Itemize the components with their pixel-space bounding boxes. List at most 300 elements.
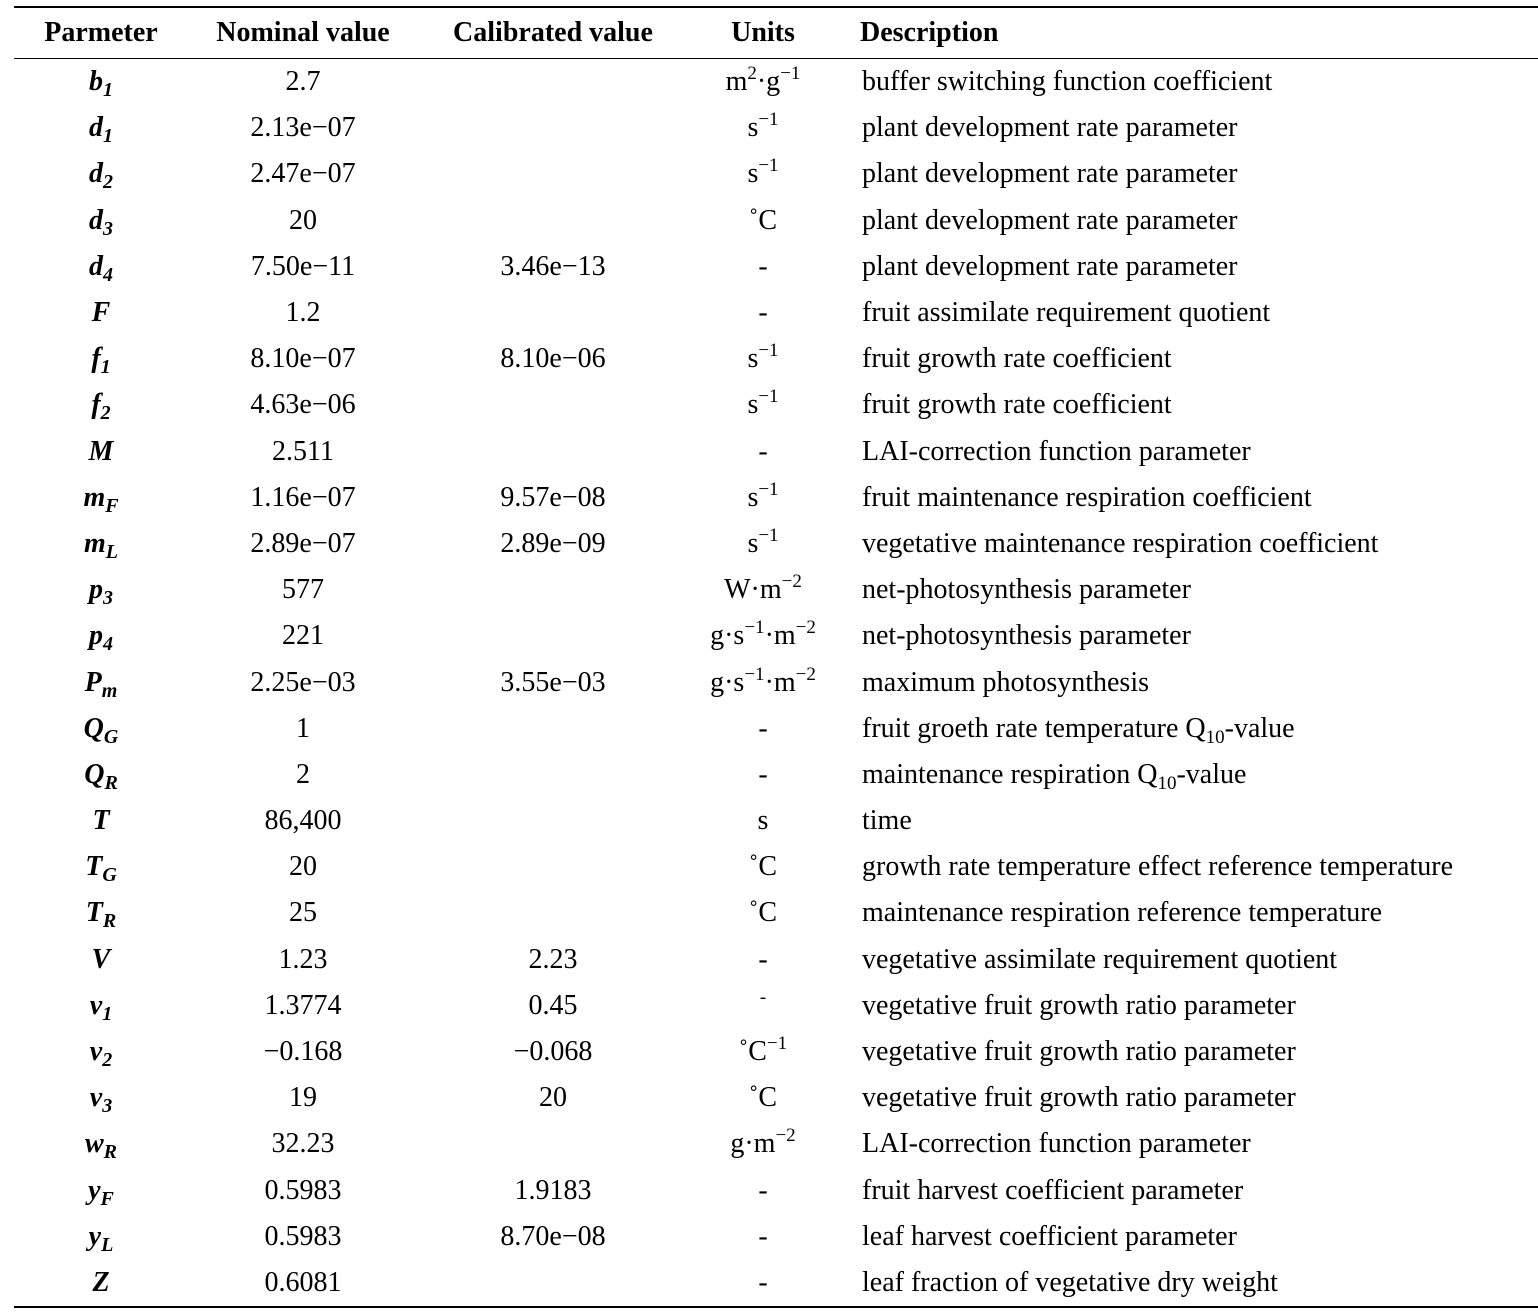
cell-calibrated-value: 0.45 (528, 989, 578, 1021)
cell-calibrated-value: 3.46e−13 (500, 250, 606, 282)
cell-calibrated-value: 8.10e−06 (500, 343, 606, 375)
cell-units (688, 475, 838, 521)
cell-units (688, 59, 838, 106)
parameter-table (14, 6, 1538, 1308)
parameter-symbol (89, 436, 114, 467)
parameter-symbol-subscript: F (100, 1187, 114, 1210)
parameter-symbol-subscript: 2 (103, 171, 113, 194)
table-row (14, 475, 1538, 521)
unit-text: s (747, 527, 759, 559)
parameter-symbol-letter: f (91, 343, 101, 375)
cell-nominal-value: 1.2 (285, 297, 321, 329)
table-row (14, 983, 1538, 1029)
header-units: Units (688, 7, 838, 59)
cell-description (838, 429, 1538, 475)
parameter-symbol (84, 758, 118, 794)
description-text: net-photosynthesis parameter (862, 620, 1191, 652)
unit-text: ·g (756, 66, 781, 98)
cell-calibrated-value (418, 59, 688, 106)
description-text: maintenance respiration reference temperature (862, 897, 1383, 929)
cell-units (688, 1168, 838, 1214)
table-row (14, 59, 1538, 106)
parameter-symbol (89, 66, 113, 102)
parameter-symbol-letter: Q (84, 758, 105, 790)
parameter-symbol (85, 851, 117, 887)
unit-exponent: −1 (780, 63, 801, 85)
cell-parameter (14, 1121, 188, 1167)
table-row (14, 1121, 1538, 1167)
cell-units (688, 1260, 838, 1307)
cell-calibrated-value (418, 613, 688, 659)
parameter-symbol-subscript: 3 (102, 1095, 113, 1118)
table-body (14, 59, 1538, 1308)
cell-parameter (14, 1075, 188, 1121)
parameter-symbol-subscript: L (105, 540, 118, 563)
parameter-symbol (92, 944, 111, 975)
cell-calibrated-value: 2.89e−09 (500, 527, 606, 559)
cell-nominal-value: 221 (282, 620, 324, 652)
description-text: fruit maintenance respiration coefficient (862, 481, 1312, 513)
unit-text: s (747, 112, 759, 144)
description-text: fruit growth rate coefficient (862, 343, 1172, 375)
cell-parameter (14, 151, 188, 197)
parameter-symbol-subscript: 4 (103, 633, 113, 656)
cell-nominal-value: −0.168 (263, 1036, 343, 1068)
cell-description (838, 59, 1538, 106)
cell-parameter (14, 798, 188, 844)
table-row (14, 198, 1538, 244)
description-text: vegetative fruit growth ratio parameter (862, 989, 1296, 1021)
cell-calibrated-value (418, 1121, 688, 1167)
description-text: vegetative assimilate requirement quotient (862, 943, 1338, 975)
parameter-symbol (83, 481, 119, 517)
parameter-symbol-letter: f (91, 389, 101, 421)
cell-parameter (14, 1029, 188, 1075)
description-text: -value (1176, 758, 1247, 790)
table-row (14, 890, 1538, 936)
parameter-symbol (89, 158, 113, 194)
cell-parameter (14, 429, 188, 475)
cell-units (688, 983, 838, 1029)
cell-units (688, 567, 838, 613)
cell-description (838, 844, 1538, 890)
unit-text: ˚C (749, 1082, 777, 1114)
cell-parameter (14, 613, 188, 659)
unit-text: - (758, 297, 768, 329)
table-row (14, 1168, 1538, 1214)
description-text: LAI-correction function parameter (862, 1128, 1251, 1160)
parameter-symbol-subscript: L (101, 1233, 114, 1256)
cell-nominal-value: 19 (289, 1082, 317, 1114)
cell-units (688, 521, 838, 567)
cell-units (688, 844, 838, 890)
cell-description (838, 1260, 1538, 1307)
cell-nominal-value: 1 (296, 712, 310, 744)
unit-exponent: −1 (758, 386, 779, 408)
cell-parameter (14, 105, 188, 151)
cell-calibrated-value (418, 105, 688, 151)
table-row (14, 798, 1538, 844)
table-row (14, 1214, 1538, 1260)
cell-description (838, 336, 1538, 382)
table-row (14, 290, 1538, 336)
cell-calibrated-value (418, 429, 688, 475)
table-row (14, 105, 1538, 151)
cell-parameter (14, 1168, 188, 1214)
unit-text: s (747, 389, 759, 421)
unit-exponent: −2 (781, 571, 802, 593)
parameter-symbol-letter: m (84, 527, 106, 559)
cell-units (688, 1029, 838, 1075)
unit-text: g·s (710, 620, 745, 652)
parameter-symbol (83, 712, 119, 748)
parameter-symbol-letter: T (92, 805, 110, 837)
parameter-symbol (84, 527, 118, 563)
cell-calibrated-value: 2.23 (528, 943, 578, 975)
cell-nominal-value: 1.3774 (264, 989, 342, 1021)
unit-text: s (747, 343, 759, 375)
parameter-symbol-letter: P (84, 666, 102, 698)
parameter-symbol-subscript: 2 (100, 402, 111, 425)
cell-calibrated-value (418, 290, 688, 336)
cell-parameter (14, 475, 188, 521)
cell-units (688, 1075, 838, 1121)
description-text: plant development rate parameter (862, 250, 1238, 282)
description-text: vegetative fruit growth ratio parameter (862, 1082, 1296, 1114)
cell-nominal-value: 1.23 (278, 943, 328, 975)
cell-units (688, 336, 838, 382)
table-row (14, 336, 1538, 382)
unit-text: - (758, 250, 768, 282)
cell-parameter (14, 382, 188, 428)
cell-parameter (14, 844, 188, 890)
description-text: fruit groeth rate temperature Q (862, 712, 1206, 744)
parameter-symbol (89, 204, 113, 240)
parameter-symbol (85, 897, 117, 933)
cell-description (838, 244, 1538, 290)
header-nominal-value: Nominal value (188, 7, 418, 59)
cell-units (688, 382, 838, 428)
cell-calibrated-value (418, 706, 688, 752)
cell-description (838, 105, 1538, 151)
parameter-symbol-subscript: R (103, 1141, 118, 1164)
parameter-symbol (89, 250, 113, 286)
parameter-symbol-letter: y (88, 1220, 102, 1252)
unit-text: s (757, 805, 769, 837)
cell-description (838, 937, 1538, 983)
cell-nominal-value: 25 (289, 897, 317, 929)
cell-units (688, 429, 838, 475)
cell-description (838, 798, 1538, 844)
unit-exponent: −1 (758, 524, 779, 546)
unit-text: ˚C (749, 897, 777, 929)
cell-units (688, 1121, 838, 1167)
parameter-symbol-letter: d (89, 204, 103, 236)
cell-nominal-value: 2.89e−07 (250, 527, 356, 559)
cell-description (838, 382, 1538, 428)
cell-calibrated-value (418, 382, 688, 428)
unit-exponent: −1 (758, 340, 779, 362)
table-row (14, 706, 1538, 752)
description-text: LAI-correction function parameter (862, 435, 1251, 467)
parameter-symbol-letter: T (85, 897, 103, 929)
cell-description (838, 983, 1538, 1029)
description-text: plant development rate parameter (862, 112, 1238, 144)
cell-units (688, 244, 838, 290)
table-row (14, 1260, 1538, 1307)
header-parameter: Parmeter (14, 7, 188, 59)
unit-text: - (758, 943, 768, 975)
cell-parameter (14, 567, 188, 613)
description-text: plant development rate parameter (862, 158, 1238, 190)
cell-nominal-value: 2.511 (272, 435, 334, 467)
unit-text: s (747, 158, 759, 190)
parameter-symbol (84, 1128, 118, 1164)
unit-text: - (758, 758, 768, 790)
table-row (14, 1029, 1538, 1075)
parameter-symbol-subscript: R (102, 910, 117, 933)
parameter-symbol (92, 297, 111, 328)
parameter-symbol (89, 989, 113, 1025)
cell-calibrated-value (418, 752, 688, 798)
cell-calibrated-value: 20 (539, 1082, 567, 1114)
cell-description (838, 706, 1538, 752)
cell-nominal-value: 2.47e−07 (250, 158, 356, 190)
table-row (14, 382, 1538, 428)
cell-calibrated-value (418, 798, 688, 844)
cell-nominal-value: 7.50e−11 (250, 250, 356, 282)
parameter-symbol-subscript: G (103, 725, 119, 748)
cell-parameter (14, 1214, 188, 1260)
unit-exponent: −1 (744, 663, 765, 685)
cell-description (838, 1121, 1538, 1167)
table-row (14, 244, 1538, 290)
cell-nominal-value: 2 (296, 758, 310, 790)
cell-nominal-value: 20 (289, 204, 317, 236)
table-row (14, 1075, 1538, 1121)
cell-description (838, 290, 1538, 336)
cell-nominal-value: 0.5983 (264, 1174, 342, 1206)
description-text: fruit growth rate coefficient (862, 389, 1172, 421)
cell-calibrated-value (418, 844, 688, 890)
cell-nominal-value: 4.63e−06 (250, 389, 356, 421)
unit-exponent: - (759, 986, 767, 1008)
parameter-symbol (91, 343, 111, 379)
cell-calibrated-value (418, 1260, 688, 1307)
cell-parameter (14, 244, 188, 290)
cell-parameter (14, 937, 188, 983)
cell-calibrated-value: 9.57e−08 (500, 481, 606, 513)
cell-units (688, 613, 838, 659)
parameter-symbol-letter: v (89, 1082, 103, 1114)
parameter-symbol-letter: p (89, 620, 103, 652)
cell-description (838, 890, 1538, 936)
cell-calibrated-value: 3.55e−03 (500, 666, 606, 698)
cell-calibrated-value (418, 198, 688, 244)
cell-parameter (14, 59, 188, 106)
parameter-symbol-letter: w (84, 1128, 104, 1160)
parameter-symbol-letter: b (89, 66, 103, 98)
cell-description (838, 1168, 1538, 1214)
cell-parameter (14, 659, 188, 705)
cell-units (688, 1214, 838, 1260)
parameter-symbol (88, 1220, 114, 1256)
cell-description (838, 613, 1538, 659)
unit-text: g·m (730, 1128, 776, 1160)
cell-nominal-value: 20 (289, 851, 317, 883)
cell-nominal-value: 8.10e−07 (250, 343, 356, 375)
parameter-symbol-letter: d (89, 158, 103, 190)
description-text: vegetative maintenance respiration coefficient (862, 527, 1379, 559)
parameter-symbol-subscript: 1 (102, 1002, 113, 1025)
parameter-symbol-subscript: 4 (103, 263, 113, 286)
description-text: leaf harvest coefficient parameter (862, 1220, 1237, 1252)
description-text: growth rate temperature effect reference temperature (862, 851, 1453, 883)
unit-text: ·m (764, 666, 796, 698)
parameter-symbol (89, 1082, 113, 1118)
unit-text: g·s (710, 666, 745, 698)
parameter-symbol-letter: v (89, 989, 103, 1021)
parameter-symbol-letter: T (85, 851, 103, 883)
parameter-symbol-subscript: 1 (103, 125, 113, 148)
unit-text: ˚C (749, 204, 777, 236)
description-text: time (862, 805, 912, 837)
parameter-symbol-letter: p (89, 574, 103, 606)
cell-parameter (14, 983, 188, 1029)
cell-calibrated-value (418, 567, 688, 613)
parameter-symbol (89, 574, 113, 610)
cell-parameter (14, 890, 188, 936)
cell-units (688, 752, 838, 798)
table-header (14, 7, 1538, 59)
cell-nominal-value: 0.6081 (188, 1260, 418, 1307)
unit-exponent: −1 (766, 1033, 788, 1055)
cell-units (688, 151, 838, 197)
cell-nominal-value: 1.16e−07 (250, 481, 356, 513)
cell-description (838, 752, 1538, 798)
unit-text: - (758, 1174, 768, 1206)
unit-text: - (758, 435, 768, 467)
parameter-symbol-subscript: 2 (102, 1049, 113, 1072)
cell-units (688, 290, 838, 336)
parameter-symbol (91, 389, 111, 425)
unit-text: - (758, 1220, 768, 1252)
parameter-symbol-subscript: 3 (103, 587, 113, 610)
cell-description (838, 198, 1538, 244)
parameter-symbol-letter: V (91, 943, 111, 975)
cell-units (688, 937, 838, 983)
cell-parameter (14, 336, 188, 382)
unit-exponent: 2 (747, 63, 757, 85)
description-text: maximum photosynthesis (862, 666, 1149, 698)
cell-calibrated-value: 1.9183 (514, 1174, 592, 1206)
parameter-symbol-letter: F (91, 297, 111, 329)
unit-exponent: −2 (795, 617, 816, 639)
parameter-symbol-letter: Z (92, 1266, 110, 1298)
cell-nominal-value: 2.7 (285, 66, 321, 98)
unit-text: s (747, 481, 759, 513)
parameter-symbol-letter: Q (83, 712, 104, 744)
parameter-symbol-letter: y (88, 1174, 101, 1206)
cell-nominal-value: 0.5983 (264, 1220, 342, 1252)
parameter-symbol (88, 1174, 114, 1210)
table-row (14, 752, 1538, 798)
unit-exponent: −1 (758, 109, 779, 131)
parameter-symbol (89, 1036, 113, 1072)
parameter-symbol-subscript: 1 (100, 356, 111, 379)
parameter-symbol-subscript: R (104, 771, 118, 794)
table-row (14, 937, 1538, 983)
description-subscript: 10 (1157, 772, 1177, 794)
description-text: maintenance respiration Q (862, 758, 1158, 790)
parameter-symbol-subscript: 3 (103, 217, 113, 240)
unit-text: ˚C (749, 851, 777, 883)
cell-parameter (14, 290, 188, 336)
cell-nominal-value: 32.23 (271, 1128, 335, 1160)
description-text: fruit assimilate requirement quotient (862, 297, 1271, 329)
parameter-symbol (89, 112, 113, 148)
unit-exponent: −1 (758, 155, 779, 177)
cell-description (838, 659, 1538, 705)
cell-description (838, 521, 1538, 567)
cell-units (688, 798, 838, 844)
table-row (14, 429, 1538, 475)
cell-description (838, 475, 1538, 521)
description-subscript: 10 (1205, 726, 1225, 748)
cell-calibrated-value: 8.70e−08 (500, 1220, 606, 1252)
unit-exponent: −1 (744, 617, 765, 639)
cell-nominal-value: 2.25e−03 (250, 666, 356, 698)
table-row (14, 844, 1538, 890)
cell-description (838, 1075, 1538, 1121)
parameter-symbol (84, 666, 118, 702)
cell-calibrated-value: −0.068 (513, 1036, 593, 1068)
cell-description (838, 151, 1538, 197)
description-text: leaf fraction of vegetative dry weight (862, 1266, 1278, 1298)
cell-parameter (14, 1260, 188, 1307)
cell-description (838, 1214, 1538, 1260)
cell-nominal-value: 86,400 (264, 805, 342, 837)
cell-parameter (14, 521, 188, 567)
header-row (14, 7, 1538, 59)
description-text: plant development rate parameter (862, 204, 1238, 236)
cell-parameter (14, 706, 188, 752)
parameter-symbol-subscript: 1 (103, 79, 113, 102)
table-row (14, 613, 1538, 659)
parameter-symbol-letter: d (89, 112, 103, 144)
cell-units (688, 706, 838, 752)
cell-description (838, 1029, 1538, 1075)
parameter-symbol-subscript: F (105, 494, 119, 517)
cell-nominal-value: 577 (282, 574, 324, 606)
parameter-symbol-letter: m (83, 481, 106, 513)
header-calibrated-value: Calibrated value (418, 7, 688, 59)
description-text: -value (1224, 712, 1295, 744)
parameter-symbol-letter: d (89, 250, 103, 282)
cell-calibrated-value (418, 890, 688, 936)
cell-parameter (14, 752, 188, 798)
parameter-table-container (14, 6, 1538, 1308)
description-text: net-photosynthesis parameter (862, 574, 1191, 606)
unit-text: - (758, 712, 768, 744)
parameter-symbol-subscript: m (101, 679, 118, 702)
cell-units (688, 659, 838, 705)
table-row (14, 521, 1538, 567)
parameter-symbol (92, 1267, 109, 1298)
table-row (14, 151, 1538, 197)
unit-text: ·m (764, 620, 796, 652)
cell-units (688, 198, 838, 244)
